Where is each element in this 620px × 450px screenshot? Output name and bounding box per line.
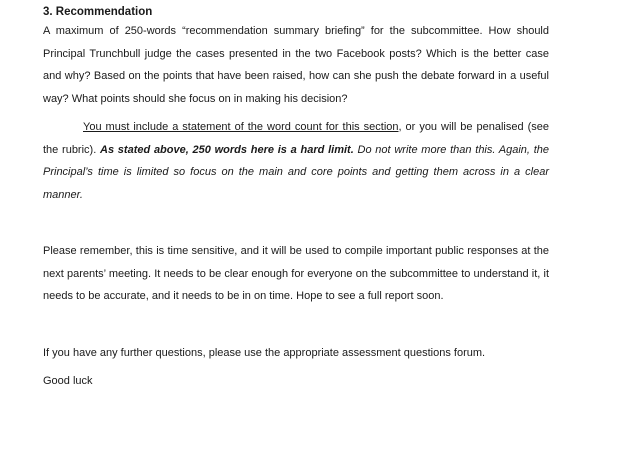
penalty-note: , or you will be penalised (see the rubric). bbox=[43, 121, 549, 156]
closing-line: Good luck bbox=[43, 375, 93, 387]
intro-paragraph: A maximum of 250-words “recommendation summary briefing” for the subcommittee. How should Principal Trunchbull judge the cases presented in the two Facebook posts? Which is the better case and why? Based on the points that have been raised, how can she push the debate forward in a useful way? What points should she focus on in making his decision? bbox=[43, 25, 549, 105]
limit-note: Do not write more than this. Again, the Principal’s time is limited so focus on the main and core points and getting them across in a clear manner. bbox=[43, 143, 549, 201]
reminder-paragraph: Please remember, this is time sensitive, and it will be used to compile important public responses at the next parents’ meeting. It needs to be clear enough for everyone on the subcommittee to understand it, it needs to be accurate, and it needs to be in on time. Hope to see a full report soon. bbox=[43, 245, 549, 302]
hard-limit-statement: As stated above, 250 words here is a hard limit. bbox=[100, 143, 354, 156]
word-count-paragraph bbox=[43, 116, 549, 206]
questions-paragraph: If you have any further questions, please use the appropriate assessment questions forum. bbox=[43, 346, 486, 359]
document-page bbox=[43, 0, 549, 393]
section-heading: 3. Recommendation bbox=[43, 6, 153, 18]
word-count-requirement: You must include a statement of the word count for this section bbox=[83, 121, 399, 133]
